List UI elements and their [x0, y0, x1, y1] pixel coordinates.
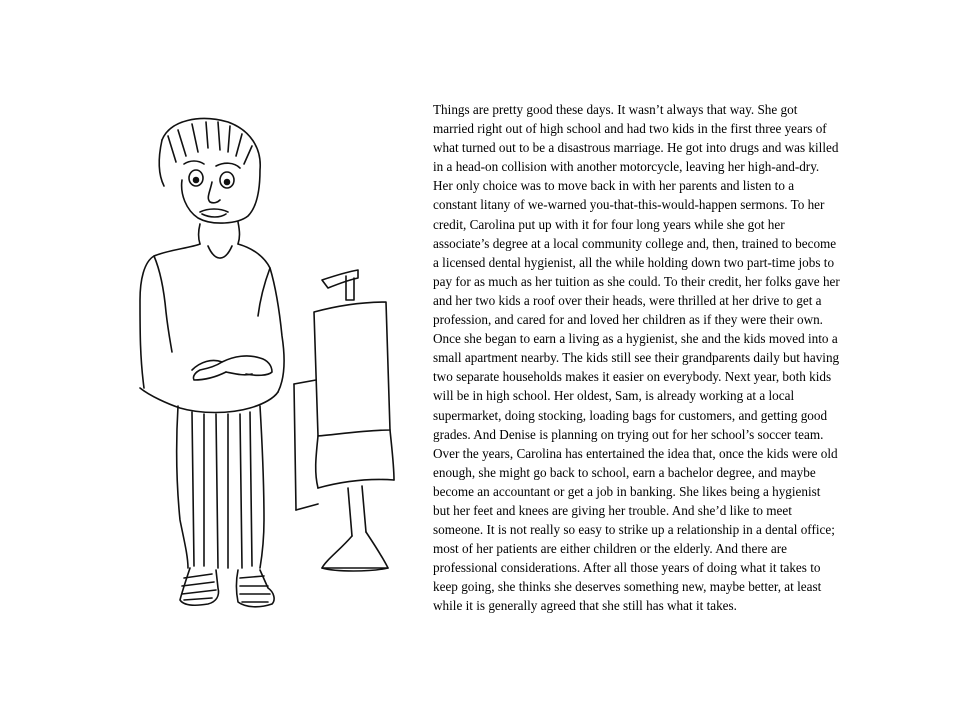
story-line: someone. It is not really so easy to strike up a relationship in a dental office; — [433, 522, 835, 538]
woman-sketch-illustration — [100, 100, 420, 620]
woman-figure — [140, 119, 284, 607]
story-line: become an accountant or get a job in banking. She likes being a hygienist — [433, 483, 821, 499]
story-line: pay for as much as her tuition as she could. To their credit, her folks gave her — [433, 273, 840, 289]
story-text — [433, 100, 933, 616]
story-line: will be in high school. Her oldest, Sam, is already working at a local — [433, 388, 795, 404]
story-line: profession, and cared for and loved her children as if they were their own. — [433, 312, 823, 328]
story-line: in a head-on collision with another motorcycle, leaving her high-and-dry. — [433, 159, 820, 175]
story-line: associate’s degree at a local community college and, then, trained to become — [433, 235, 837, 251]
story-line: but her feet and knees are giving her trouble. And she’d like to meet — [433, 502, 792, 518]
story-line: keep going, she thinks she deserves something new, maybe better, at least — [433, 579, 822, 595]
story-line: two separate households makes it easier on everybody. Next year, both kids — [433, 369, 832, 385]
story-line: Over the years, Carolina has entertained the idea that, once the kids were old — [433, 445, 838, 461]
story-line: grades. And Denise is planning on trying out for her school’s soccer team. — [433, 426, 824, 442]
story-line: married right out of high school and had two kids in the first three years of — [433, 121, 827, 137]
dental-chair — [294, 270, 394, 571]
story-line: Her only choice was to move back in with her parents and listen to a — [433, 178, 795, 194]
story-line: supermarket, doing stocking, loading bags for customers, and getting good — [433, 407, 828, 423]
story-line: most of her patients are either children or the elderly. And there are — [433, 541, 787, 557]
story-line: Once she began to earn a living as a hygienist, she and the kids moved into a — [433, 331, 838, 347]
story-line: and her two kids a roof over their heads, were thrilled at her drive to get a — [433, 292, 822, 308]
story-line: what turned out to be a disastrous marriage. He got into drugs and was killed — [433, 140, 839, 156]
story-line: professional considerations. After all those years of doing what it takes to — [433, 560, 821, 576]
story-line: enough, she might go back to school, earn a bachelor degree, and maybe — [433, 464, 816, 480]
story-line: small apartment nearby. The kids still see their grandparents daily but having — [433, 350, 840, 366]
story-line: a licensed dental hygienist, all the while holding down two part-time jobs to — [433, 254, 835, 270]
story-line: credit, Carolina put up with it for four long years while she got her — [433, 216, 785, 232]
story-line: while it is generally agreed that she still has what it takes. — [433, 598, 737, 614]
story-line: Things are pretty good these days. It wasn’t always that way. She got — [433, 102, 798, 117]
story-line: constant litany of we-warned you-that-this-would-happen sermons. To her — [433, 197, 825, 213]
